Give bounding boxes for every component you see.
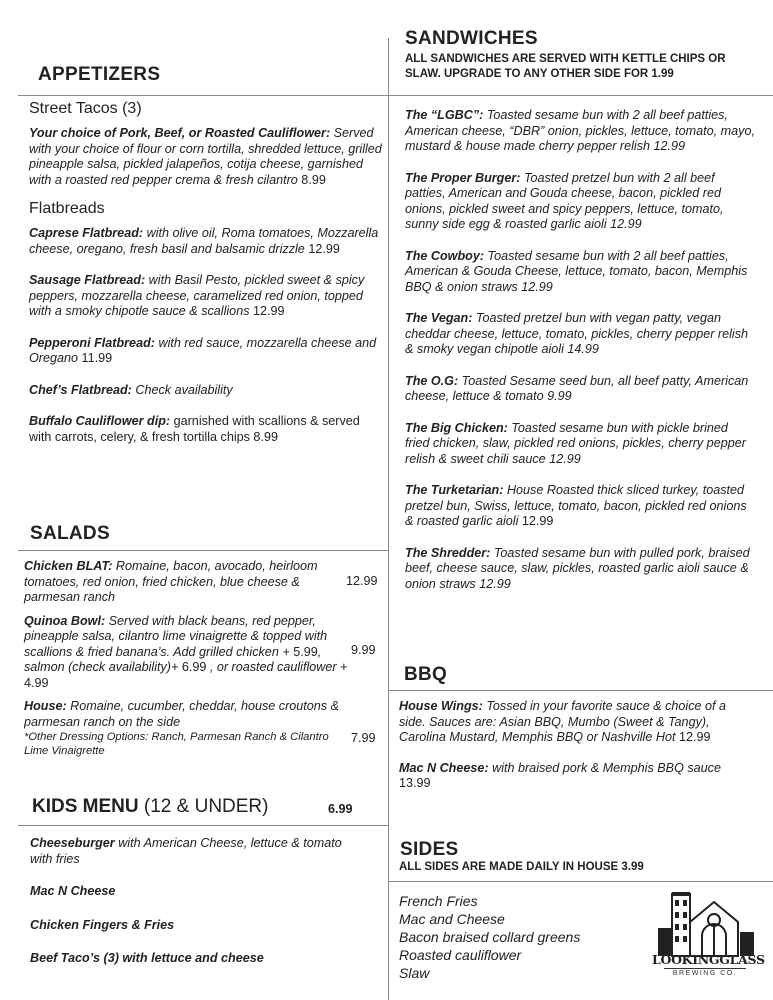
item-name: Pepperoni Flatbread: bbox=[29, 335, 155, 350]
item-desc: with red sauce, mozzarella cheese and Oregano bbox=[29, 335, 377, 365]
menu-item bbox=[405, 108, 755, 155]
kids-title-bold: KIDS MENU bbox=[32, 796, 139, 817]
item-name: Your choice of Pork, Beef, or Roasted Cauliflower: bbox=[29, 126, 331, 140]
item-price: 14.99 bbox=[563, 342, 599, 356]
item-name: The Cowboy: bbox=[405, 248, 485, 263]
item-price: 12.99 bbox=[675, 730, 711, 744]
menu-item bbox=[405, 421, 755, 468]
item-name: Chicken Fingers & Fries bbox=[30, 917, 175, 932]
menu-item bbox=[405, 249, 755, 296]
menu-item bbox=[30, 884, 350, 900]
item-price: 9.99 bbox=[543, 389, 572, 403]
item-desc: Served with your choice of flour or corn tortilla, shredded lettuce, grilled pineapple salsa, pickled jalapeños, cotija cheese, garnished with a roasted red pepper crema & fresh cilantro bbox=[29, 126, 382, 187]
divider bbox=[18, 550, 388, 551]
item-desc: Toasted pretzel bun with vegan patty, vegan cheddar cheese, lettuce, tomato, pickles, cherry pepper relish & smoky vegan chipotle aioli bbox=[405, 311, 749, 356]
item-price: 9.99 bbox=[351, 643, 376, 657]
kids-section bbox=[30, 836, 350, 967]
divider bbox=[18, 95, 388, 96]
item-price: 12.99 bbox=[475, 576, 511, 591]
item-desc: House Roasted thick sliced turkey, toasted pretzel bun, Swiss, lettuce, tomato, bacon, pickled red onions & roasted garlic aioli bbox=[405, 483, 747, 528]
divider bbox=[18, 825, 388, 826]
list-item: French Fries bbox=[399, 893, 478, 909]
item-name: The Proper Burger: bbox=[405, 170, 521, 185]
item-desc: Toasted Sesame seed bun, all beef patty, American cheese, lettuce & tomato bbox=[405, 373, 749, 403]
item-price: 12.99 bbox=[304, 241, 340, 256]
menu-item bbox=[29, 336, 384, 367]
item-price: 12.99 bbox=[249, 304, 285, 318]
salads-title: SALADS bbox=[30, 523, 110, 544]
sides-section bbox=[399, 892, 659, 982]
addon-price: 6.99 bbox=[181, 660, 207, 674]
menu-item bbox=[405, 171, 755, 233]
item-price: 12.99 bbox=[545, 451, 581, 466]
item-name: Caprese Flatbread: bbox=[29, 226, 144, 240]
item-name: Chef’s Flatbread: bbox=[29, 382, 132, 397]
item-price: 12.99 bbox=[517, 279, 553, 294]
item-name: Quinoa Bowl: bbox=[24, 613, 106, 628]
item-name: Chicken BLAT: bbox=[24, 559, 113, 573]
menu-item bbox=[24, 699, 354, 730]
item-name: House: bbox=[24, 699, 67, 713]
menu-item bbox=[405, 311, 755, 358]
item-price: 12.99 bbox=[346, 574, 378, 588]
list-item: Roasted cauliflower bbox=[399, 947, 522, 963]
item-price: 12.99 bbox=[606, 217, 642, 231]
list-item: Mac and Cheese bbox=[399, 911, 505, 927]
menu-item bbox=[29, 414, 384, 445]
menu-item bbox=[24, 559, 354, 606]
lookingglass-logo-icon bbox=[650, 888, 765, 993]
item-price: 13.99 bbox=[399, 776, 431, 790]
item-desc: Served with black beans, red pepper, pineapple salsa, cilantro lime vinaigrette & topped with scallions & fried banana’s. Add grilled chicken + bbox=[24, 613, 328, 659]
item-name: Cheeseburger bbox=[30, 836, 115, 850]
item-desc: Toasted pretzel bun with 2 all beef patties, American and Gouda cheese, bacon, pickled red onions, pickled sweet and spicy peppers, lettuce, tomato, sunny side egg & roasted garlic aioli bbox=[405, 170, 724, 231]
menu-item bbox=[30, 951, 350, 967]
sides-subtitle: ALL SIDES ARE MADE DAILY IN HOUSE 3.99 bbox=[399, 861, 644, 873]
addon-price: 5.99 bbox=[293, 644, 318, 659]
item-name: Sausage Flatbread: bbox=[29, 273, 146, 287]
menu-item bbox=[399, 761, 754, 792]
logo-name: LOOKINGGLASS bbox=[652, 952, 765, 967]
item-desc: with Basil Pesto, pickled sweet & spicy peppers, mozzarella cheese, caramelized red onion, topped with a smoky chipotle sauce & scallions bbox=[29, 273, 365, 318]
flatbreads-heading: Flatbreads bbox=[29, 200, 105, 217]
item-desc: Romaine, cucumber, cheddar, house croutons & parmesan ranch on the side bbox=[24, 699, 340, 729]
logo-tagline: BREWING CO. bbox=[664, 968, 746, 977]
menu-item bbox=[29, 226, 384, 257]
item-desc: Tossed in your favorite sauce & choice of a side. Sauces are: Asian BBQ, Mumbo (Sweet & Tangy), Carolina Mustard, Memphis BBQ or Nashville Hot bbox=[399, 699, 727, 744]
item-desc: Toasted sesame bun with 2 all beef patties, American cheese, “DBR” onion, pickles, lettuce, tomato, mayo, mustard & house made cherry pepper relish bbox=[405, 108, 755, 153]
item-desc: garnished with scallions & served with carrots, celery, & fresh tortilla chips bbox=[29, 414, 360, 444]
addon-price: 4.99 bbox=[24, 675, 49, 690]
menu-item bbox=[30, 836, 350, 867]
appetizers-section bbox=[29, 100, 384, 445]
menu-item bbox=[29, 383, 384, 399]
appetizers-title: APPETIZERS bbox=[38, 64, 161, 85]
item-price: 8.99 bbox=[297, 172, 326, 187]
item-name: The “LGBC”: bbox=[405, 108, 484, 122]
menu-item bbox=[30, 918, 350, 934]
kids-title bbox=[32, 796, 268, 818]
item-price: 12.99 bbox=[650, 139, 686, 153]
building-icon bbox=[650, 888, 760, 958]
list-item: Bacon braised collard greens bbox=[399, 929, 581, 945]
item-price: 7.99 bbox=[351, 731, 376, 745]
item-desc: with braised pork & Memphis BBQ sauce bbox=[488, 760, 721, 775]
salads-section bbox=[24, 559, 354, 758]
item-name: The O.G: bbox=[405, 373, 459, 388]
item-price: 12.99 bbox=[518, 514, 554, 528]
menu-item bbox=[405, 374, 755, 405]
list-item: Slaw bbox=[399, 965, 430, 981]
item-name: Mac N Cheese: bbox=[399, 760, 489, 775]
addon-text: , salmon (check availability)+ bbox=[24, 644, 322, 674]
item-desc: with olive oil, Roma tomatoes, Mozzarella cheese, oregano, fresh basil and balsamic drizzle bbox=[29, 226, 379, 256]
divider bbox=[388, 690, 773, 691]
kids-title-rest: (12 & UNDER) bbox=[138, 796, 269, 817]
kids-price: 6.99 bbox=[328, 802, 353, 816]
divider bbox=[388, 95, 773, 96]
item-desc: Romaine, bacon, avocado, heirloom tomatoes, red onion, fried chicken, blue cheese & parmesan ranch bbox=[24, 559, 318, 604]
bbq-title: BBQ bbox=[404, 664, 448, 685]
item-name: The Big Chicken: bbox=[405, 420, 508, 435]
dressing-note: *Other Dressing Options: Ranch, Parmesan Ranch & Cilantro Lime Vinaigrette bbox=[24, 731, 329, 757]
sides-title: SIDES bbox=[400, 839, 459, 860]
sandwiches-subtitle: ALL SANDWICHES ARE SERVED WITH KETTLE CHIPS OR SLAW. UPGRADE TO ANY OTHER SIDE FOR 1.99 bbox=[405, 53, 726, 80]
sandwiches-section bbox=[405, 108, 755, 592]
bbq-section bbox=[399, 699, 754, 792]
item-name: House Wings: bbox=[399, 699, 483, 713]
menu-item bbox=[29, 273, 384, 320]
item-desc: Toasted sesame bun with pickle brined fried chicken, slaw, pickled red onions, pickles, cherry pepper relish & sweet chili sauce bbox=[405, 420, 746, 466]
menu-item bbox=[405, 546, 755, 593]
sandwiches-title: SANDWICHES bbox=[405, 28, 538, 49]
menu-item bbox=[399, 699, 754, 746]
item-desc: with American Cheese, lettuce & tomato with fries bbox=[30, 836, 342, 866]
item-name: The Shredder: bbox=[405, 545, 491, 560]
item-desc: Toasted sesame bun with pulled pork, braised beef, cheese sauce, slaw, pickles, roasted garlic aioli sauce & onion straws bbox=[405, 545, 750, 591]
column-divider bbox=[388, 38, 389, 1000]
menu-item bbox=[405, 483, 755, 530]
item-price: 11.99 bbox=[78, 351, 113, 365]
item-name: Beef Taco’s (3) with lettuce and cheese bbox=[30, 951, 264, 965]
divider bbox=[388, 881, 773, 882]
item-desc: Toasted sesame bun with 2 all beef patties, American & Gouda Cheese, lettuce, tomato, bacon, Memphis BBQ & onion straws bbox=[405, 248, 748, 294]
item-price: 8.99 bbox=[249, 429, 278, 444]
item-name: The Turketarian: bbox=[405, 483, 504, 497]
item-desc: Check availability bbox=[131, 382, 233, 397]
item-name: Mac N Cheese bbox=[30, 884, 116, 898]
tacos-heading: Street Tacos (3) bbox=[29, 100, 142, 117]
menu-item bbox=[29, 126, 384, 188]
menu-item bbox=[24, 614, 354, 692]
item-name: Buffalo Cauliflower dip: bbox=[29, 414, 171, 428]
addon-text: , or roasted cauliflower + bbox=[206, 660, 348, 674]
item-name: The Vegan: bbox=[405, 311, 473, 325]
